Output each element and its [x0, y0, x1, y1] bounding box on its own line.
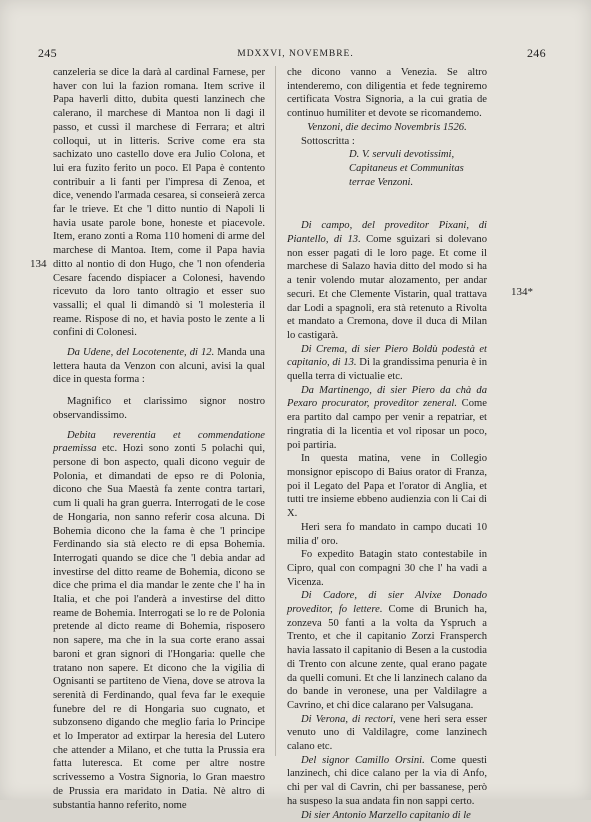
paragraph: canzeleria se dice la darà al cardinal Farnese, per haver con lui la fazion romana. Item scrive il Papa haverli ditto, dubita questi lanzinech che calerano, il marchese di Mantoa non li dagi il passo, et cussì il marchese di Ferrara; et altri colloqui, ut in litteris. Scrive come era sta sachizato uno castello dove era Julio Colona, et lui era fuzito ferito un poco. El Papa è contento contribuir a li fanti per l'impresa di Zenoa, et dice, venendo l'armada cesarea, si conseierà zerca far le trieve. Et che 'l ditto nuntio di Napoli li havia usate parole bone, honeste et piacevole. Item, erano zonti a Roma 110 homeni di arme del marchese di Mantoa. Item, come il Papa havia ditto al nontio di don Hugo, che 'l non ofenderia Cesare facendo dispiacer a Colonesi, havendo ricevuto da loro tanto oltragio et esser suo vassalli; el qual li dimandò si 'l molesteria il reame. Rispose di no, et havia posto le zente a li confini di Colonesi.: [53, 67, 265, 339]
paragraph-orsini: Del signor Camillo Orsini. Come questi lanzinech, chi dice calano per la via di Anfo, chi per val di Cavrin, chi per bassanese, però ha suspeso la sua andata fin non sappi certo.: [287, 754, 487, 807]
left-page-number: 245: [38, 46, 57, 60]
paragraph-letter: Debita reverentia et commendatione praemissa etc. Hozi sono zonti 5 polachi qui, persone di bon aspecto, quali dicono veguir de Polonia, et dimandati de epso re di Polonia, dicono che Sua Maestà fa zente contra tartari, cum li quali ha gran guerra. Interrogati de le cose de Hongaria, non sanno referir cosa alcuna. Di Bohemia dicono che la fama è che 'l principe Ferdinando sia stà electo re di epsa Bohemia. Interrogati quando se dice che 'l debia andar ad investirse del ditto reame de Bohemia, dicono se dice che prima el dia mandar le zente che l' ha in Italia, et che poi l'anderà a investirse del ditto reame de Bohemia. Interrogati se lo re de Polonia pretende al dicto reame di Bohemia, risposero non sapere, ma che in la sua corte erano assai baroni et gran signori di l'Hongaria: quelle che tratano non sapere. Et dicono che la vigilia di Ognisanti se partiteno de Viena, dove se atrova la serenità di Ferdinando, qual feva far le exequie funebre del re di Hongaria suo cugnato, et subzonseno digando che meglio faria lo Principe et lo Imperator ad extirpar la heresia del Lutero che attender a Milano, et che tutta la Prussia era fatta luteresca. Et come per altre nostre scrivessemo a Vostra Signoria, lo Gran maestro de Prussia era maridato in Datia. Nè altro di substantia hanno referito, nome: [53, 429, 265, 811]
paragraph-martinengo: Da Martinengo, di sier Piero da chà da Pexaro procurator, proveditor zeneral. Come era partito dal campo per venir a repatriar, et ringratia di la licentia et vol riposar un poco, poi partiria.: [287, 384, 487, 451]
margin-note-right: 134*: [511, 286, 533, 298]
letter-date: Venzoni, die decimo Novembris 1526.: [307, 121, 467, 133]
paragraph-udene: Da Udene, del Locotenente, di 12. Manda una lettera hauta da Venzon con alcuni, avisi la qual dice in questa forma :: [53, 347, 265, 386]
paragraph-batagin: Fo expedito Batagin stato contestabile in Cipro, qual con compagni 30 che l' ha vadi a Vicenza.: [287, 549, 487, 588]
right-column: [287, 66, 487, 822]
running-title: MDXXVI, NOVEMBRE.: [237, 49, 354, 59]
right-page-number: 246: [527, 46, 546, 60]
paragraph-verona: Di Verona, di rectori, vene heri sera esser venuto uno di Valdilagre, come lanzinech calano etc.: [287, 713, 488, 753]
paragraph-cadore: Di Cadore, di sier Alvixe Donado proveditor, fo lettere. Come di Brunich ha, zonzeva 50 fanti a la volta da Yspruch a Trento, et che il capitanio Zorzi Fransperch havia lassato il capitanio di Besen a la custodia di Trento con alcune zente, qual erano pagate da quelli comuni. Et che li lanzinech calano da do bande in veronese, una per Valdilagre a Cavrino, et chi dice calarano per Valsugana.: [287, 590, 487, 711]
paragraph-campo: Di campo, del proveditor Pixani, di Piantello, di 13. Come sguizari si dolevano non esser pagati di le loro page. Et come il marchese di Salazo havia ditto del modo si ha a tenir volendo mutar alozamento, per andar securi. Et che Clemente Vistarin, qual trattava dar Lodi a spagnoli, era stà retenuto a Rivolta et mandato a Cremona, dove il duca di Milan lo castigarà.: [287, 220, 487, 341]
margin-note-left: 134: [30, 258, 47, 270]
paragraph-collegio: In questa matina, vene in Collegio monsignor episcopo di Baius orator di Franza, poi il Legato del Papa et l'orator di Anglia, et tutti tre insieme ebbeno audienzia con li Cai di X.: [287, 453, 487, 520]
column-divider: [275, 66, 276, 756]
paragraph-salutation: Magnifico et clarissimo signor nostro observandissimo.: [53, 396, 265, 421]
paragraph-marzello: Di sier Antonio Marzello capitanio di le: [301, 809, 471, 821]
paragraph-crema: Di Crema, di sier Piero Boldù podestà et capitanio, di 13. Di la grandissima penuria è in quella terra di victualie etc.: [287, 343, 487, 383]
left-column: [53, 66, 265, 812]
signature-block: D. V. servuli devotissimi, Capitaneus et Communitas terrae Venzoni.: [349, 149, 464, 188]
paragraph: che dicono vanno a Venezia. Se altro intenderemo, con diligentia et fede tegniremo certificata Vostra Signoria, a la cui gratia de continuo humiliter et devote se ricomandemo.: [287, 67, 487, 120]
paragraph-campo-ducati: Heri sera fo mandato in campo ducati 10 milia d' oro.: [287, 521, 487, 547]
signed-label: Sottoscritta :: [301, 135, 355, 147]
